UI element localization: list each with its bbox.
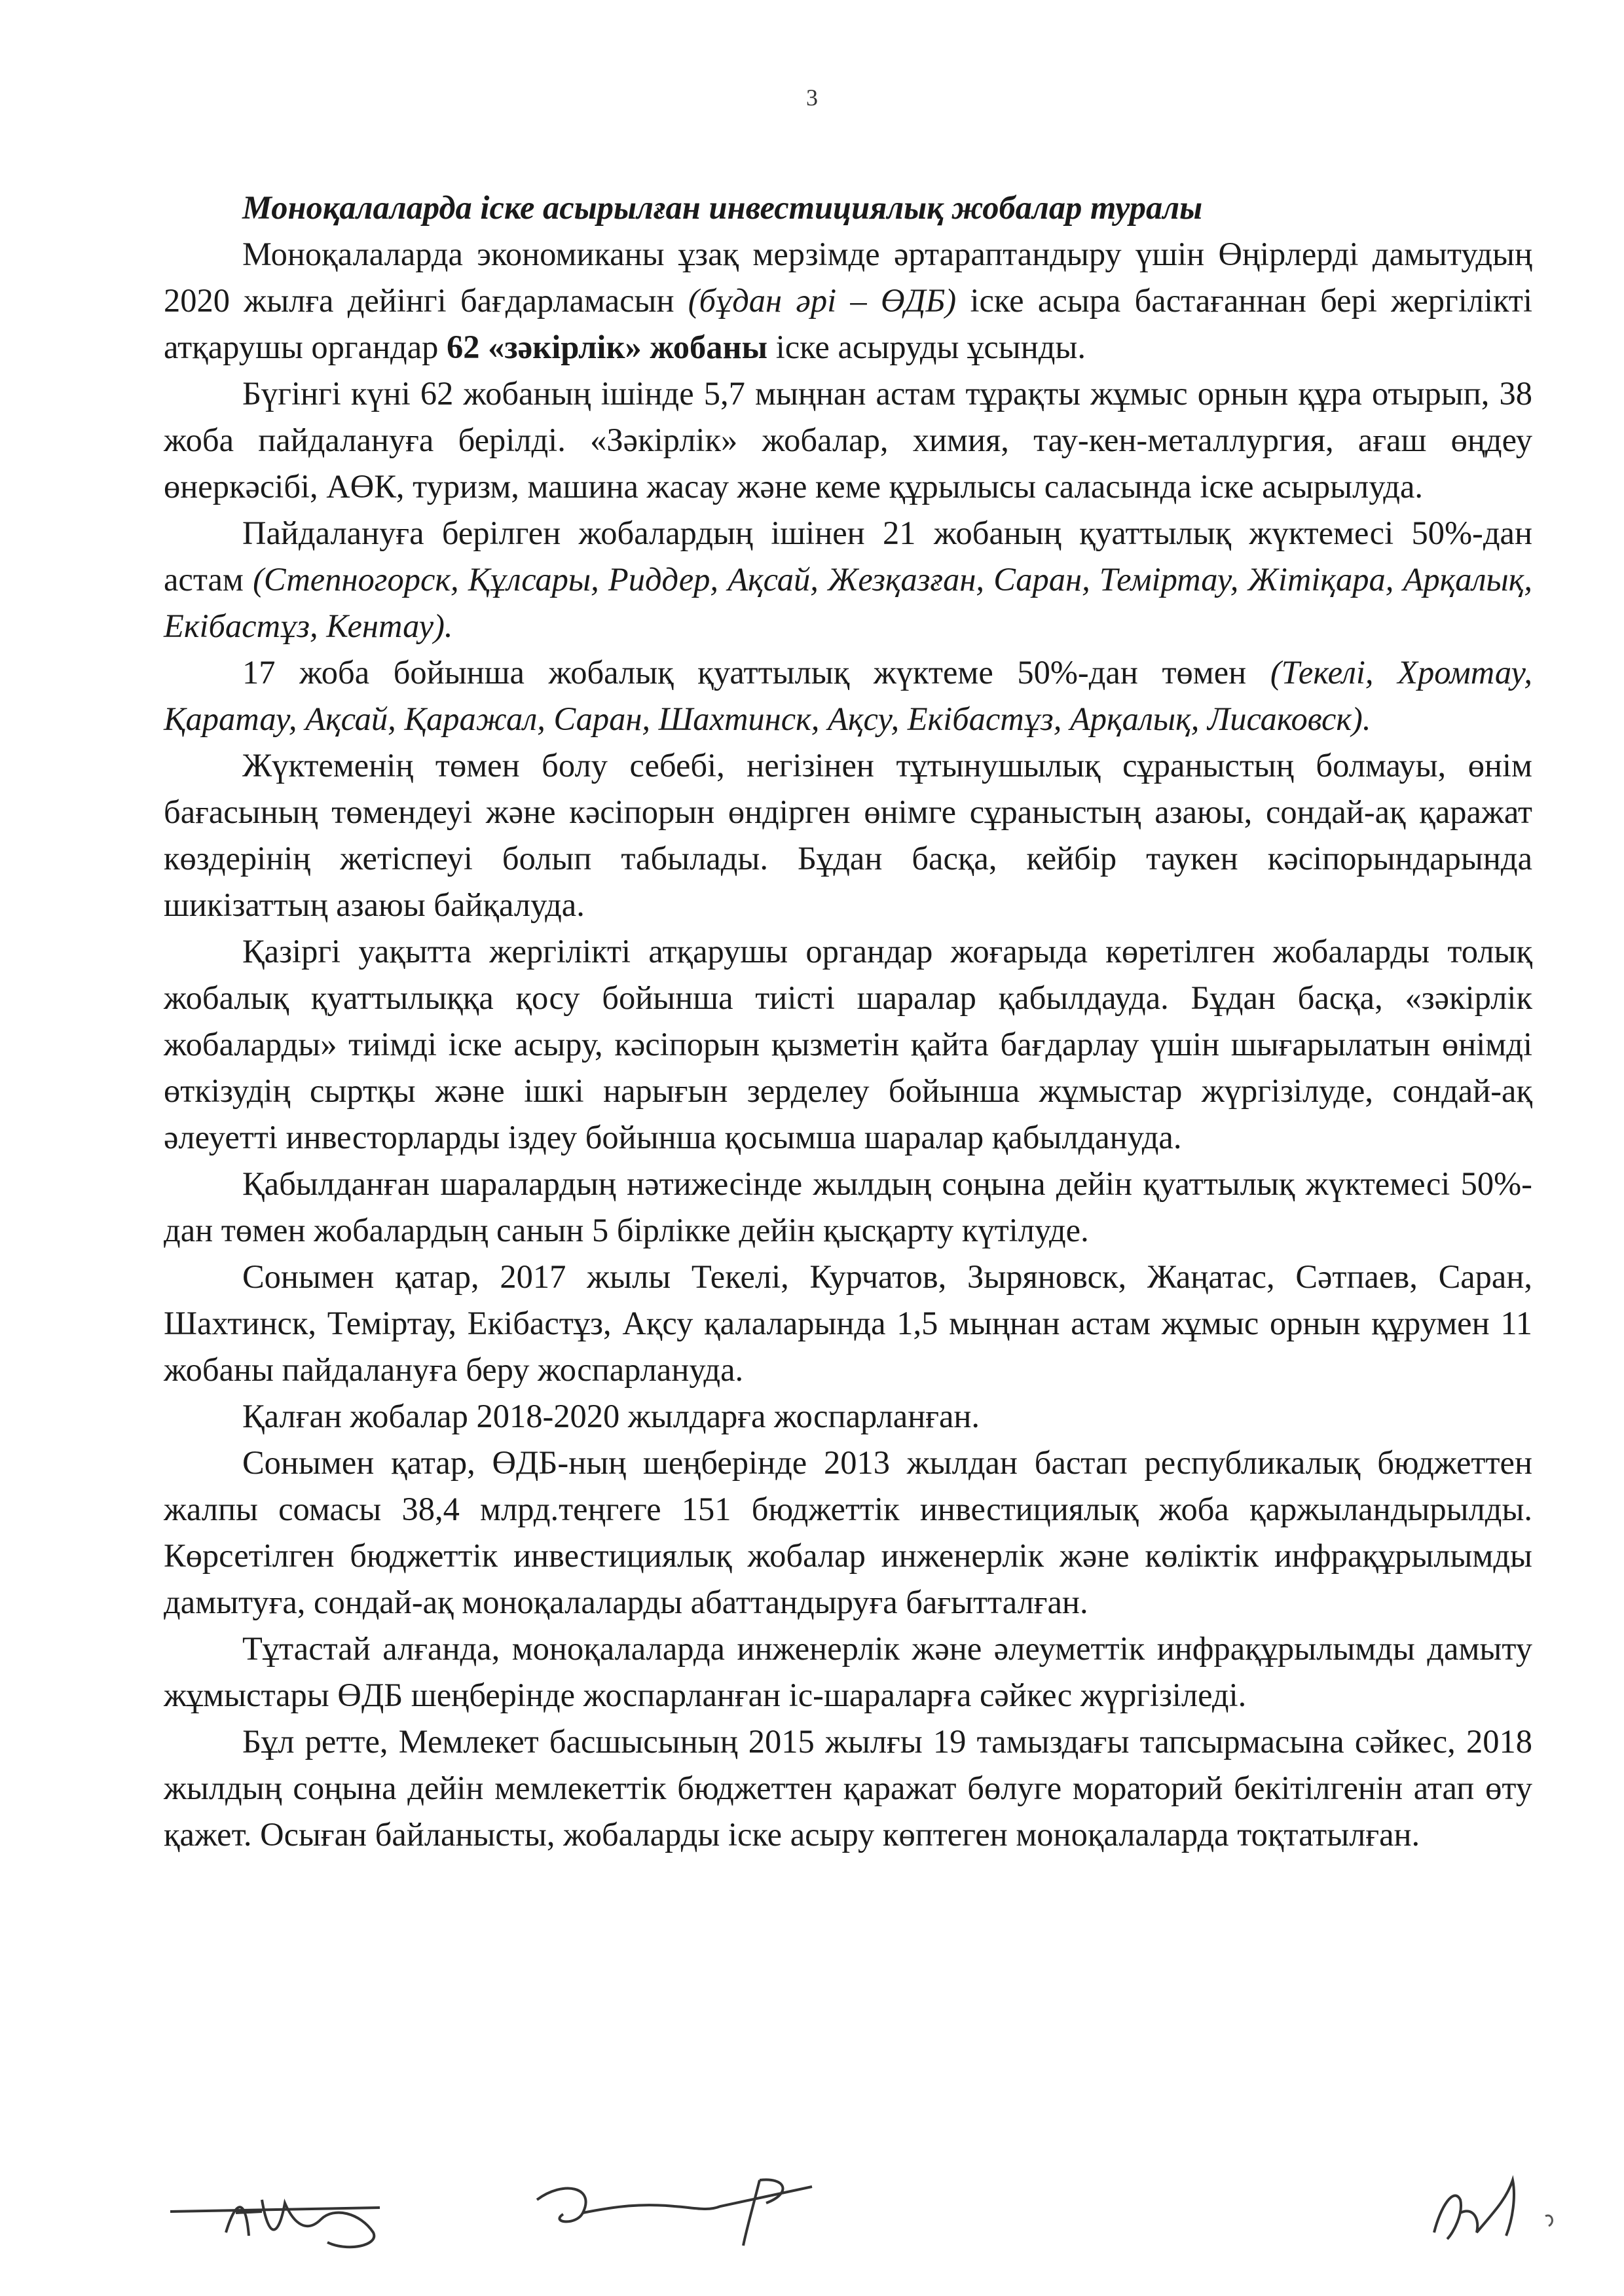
paragraph: Қалған жобалар 2018-2020 жылдарға жоспарланған. [242, 1398, 980, 1434]
paragraph: Сонымен қатар, ӨДБ-ның шеңберінде 2013 жылдан бастап республикалық бюджеттен жалпы сомасы 38,4 млрд.теңгеге 151 бюджеттік инвестициялық жоба қаржыландырылды. Көрсетілген бюджеттік инвестициялық жобалар инженерлік және көліктік инфрақұрылымды дамытуға, сондай-ақ моноқалаларды абаттандыруға бағытталған. [164, 1444, 1532, 1620]
paragraph: Жүктеменің төмен болу себебі, негізінен тұтынушылық сұраныстың болмауы, өнім бағасының төмендеуі және кәсіпорын өндірген өнімге сұраныстың азаюы, сондай-ақ қаражат көздерінің жетіспеуі болып табылады. Бұдан басқа, кейбір таукен кәсіпорындарында шикізаттың азаюы байқалуда. [164, 747, 1532, 923]
paragraph: 17 жоба бойынша жобалық қуаттылық жүктеме 50%-дан төмен (Текелі, Хромтау, Қаратау, Ақсай, Қаражал, Саран, Шахтинск, Ақсу, Екібастұз, Арқалық, Лисаковск). [164, 654, 1532, 737]
paragraph: Сонымен қатар, 2017 жылы Текелі, Курчатов, Зыряновск, Жаңатас, Сәтпаев, Саран, Шахтинск, Теміртау, Екібастұз, Ақсу қалаларында 1,5 мыңнан астам жұмыс орнын құрумен 11 жобаны пайдалануға беру жоспарлануда. [164, 1258, 1532, 1388]
page-number: 3 [806, 84, 818, 111]
paragraph: Тұтастай алғанда, моноқалаларда инженерлік және әлеуметтік инфрақұрылымды дамыту жұмыстары ӨДБ шеңберінде жоспарланған іс-шараларға сәйкес жүргізіледі. [164, 1630, 1532, 1713]
signature-3 [1414, 2160, 1578, 2252]
signature-1 [164, 2174, 413, 2259]
document-body [164, 185, 1532, 1858]
paragraph: Бұл ретте, Мемлекет басшысының 2015 жылғы 19 тамыздағы тапсырмасына сәйкес, 2018 жылдың соңына дейін мемлекеттік бюджеттен қаражат бөлуге мораторий бекітілгенін атап өту қажет. Осыған байланысты, жобаларды іске асыру көптеген моноқалаларда тоқтатылған. [164, 1723, 1532, 1853]
paragraph: Пайдалануға берілген жобалардың ішінен 21 жобаның қуаттылық жүктемесі 50%-дан астам (Степногорск, Құлсары, Риддер, Ақсай, Жезқазған, Саран, Теміртау, Жітіқара, Арқалық, Екібастұз, Кентау). [164, 515, 1533, 644]
signature-2 [524, 2167, 825, 2252]
paragraph: Бүгінгі күні 62 жобаның ішінде 5,7 мыңнан астам тұрақты жұмыс орнын құра отырып, 38 жоба пайдалануға берілді. «Зәкірлік» жобалар, химия, тау-кен-металлургия, ағаш өңдеу өнеркәсібі, АӨК, туризм, машина жасау және кеме құрылысы саласында іске асырылуда. [164, 375, 1532, 505]
signature-block [0, 2160, 1624, 2291]
section-heading: Моноқалаларда іске асырылған инвестициялық жобалар туралы [242, 189, 1203, 226]
paragraph: Моноқалаларда экономиканы ұзақ мерзімде әртараптандыру үшін Өңірлерді дамытудың 2020 жылға дейінгі бағдарламасын (бұдан әрі – ӨДБ) іске асыра бастағаннан бері жергілікті атқарушы органдар 62 «зәкірлік» жобаны іске асыруды ұсынды. [164, 236, 1532, 365]
paragraph: Қабылданған шаралардың нәтижесінде жылдың соңына дейін қуаттылық жүктемесі 50%-дан төмен жобалардың санын 5 бірлікке дейін қысқарту күтілуде. [164, 1165, 1532, 1248]
paragraph: Қазіргі уақытта жергілікті атқарушы органдар жоғарыда көретілген жобаларды толық жобалық қуаттылыққа қосу бойынша тиісті шаралар қабылдауда. Бұдан басқа, «зәкірлік жобаларды» тиімді іске асыру, кәсіпорын қызметін қайта бағдарлау үшін шығарылатын өнімді өткізудің сыртқы және ішкі нарығын зерделеу бойынша жұмыстар жүргізілуде, сондай-ақ әлеуетті инвесторларды іздеу бойынша қосымша шаралар қабылдануда. [164, 933, 1532, 1156]
